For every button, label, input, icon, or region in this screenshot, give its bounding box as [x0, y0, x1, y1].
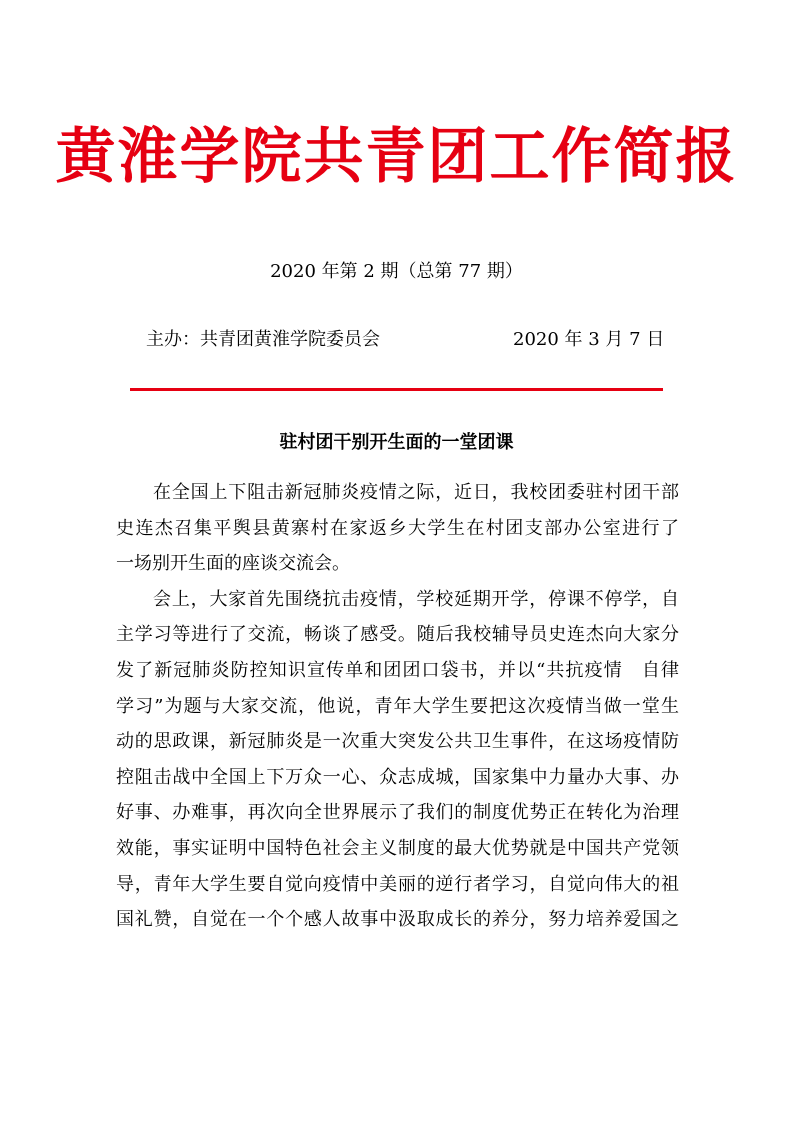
sponsor: 主办：共青团黄淮学院委员会: [146, 329, 380, 350]
text-line: 好事、办难事，再次向全世界展示了我们的制度优势正在转化为治理: [116, 802, 679, 824]
header-divider: [130, 388, 663, 391]
text-line: 导，青年大学生要自觉向疫情中美丽的逆行者学习，自觉向伟大的祖: [116, 873, 679, 895]
text-line: 一场别开生面的座谈交流会。: [116, 553, 350, 575]
text-line: 学习”为题与大家交流，他说，青年大学生要把这次疫情当做一堂生: [116, 695, 679, 717]
issue-number: 2020 年第 2 期（总第 77 期）: [270, 261, 523, 282]
masthead-title: 黄淮学院共青团工作简报: [55, 122, 738, 192]
text-line: 主学习等进行了交流，畅谈了感受。随后我校辅导员史连杰向大家分: [116, 624, 679, 646]
article-title: 驻村团干别开生面的一堂团课: [279, 432, 514, 453]
paragraph: [116, 475, 679, 582]
text-line: 动的思政课，新冠肺炎是一次重大突发公共卫生事件，在这场疫情防: [116, 731, 679, 753]
text-line: 效能，事实证明中国特色社会主义制度的最大优势就是中国共产党领: [116, 837, 679, 859]
publish-date: 2020 年 3 月 7 日: [513, 329, 665, 350]
paragraph: [116, 582, 679, 938]
text-line: 发了新冠肺炎防控知识宣传单和团团口袋书，并以“共抗疫情 自律: [116, 659, 679, 681]
text-line: 会上，大家首先围绕抗击疫情，学校延期开学，停课不停学，自: [153, 588, 679, 610]
text-line: 在全国上下阻击新冠肺炎疫情之际，近日，我校团委驻村团干部: [153, 482, 679, 503]
text-line: 国礼赞，自觉在一个个感人故事中汲取成长的养分，努力培养爱国之: [116, 909, 679, 931]
text-line: 控阻击战中全国上下万众一心、众志成城，国家集中力量办大事、办: [116, 766, 679, 788]
text-line: 史连杰召集平舆县黄寨村在家返乡大学生在村团支部办公室进行了: [116, 517, 679, 539]
article-body: [116, 475, 679, 938]
